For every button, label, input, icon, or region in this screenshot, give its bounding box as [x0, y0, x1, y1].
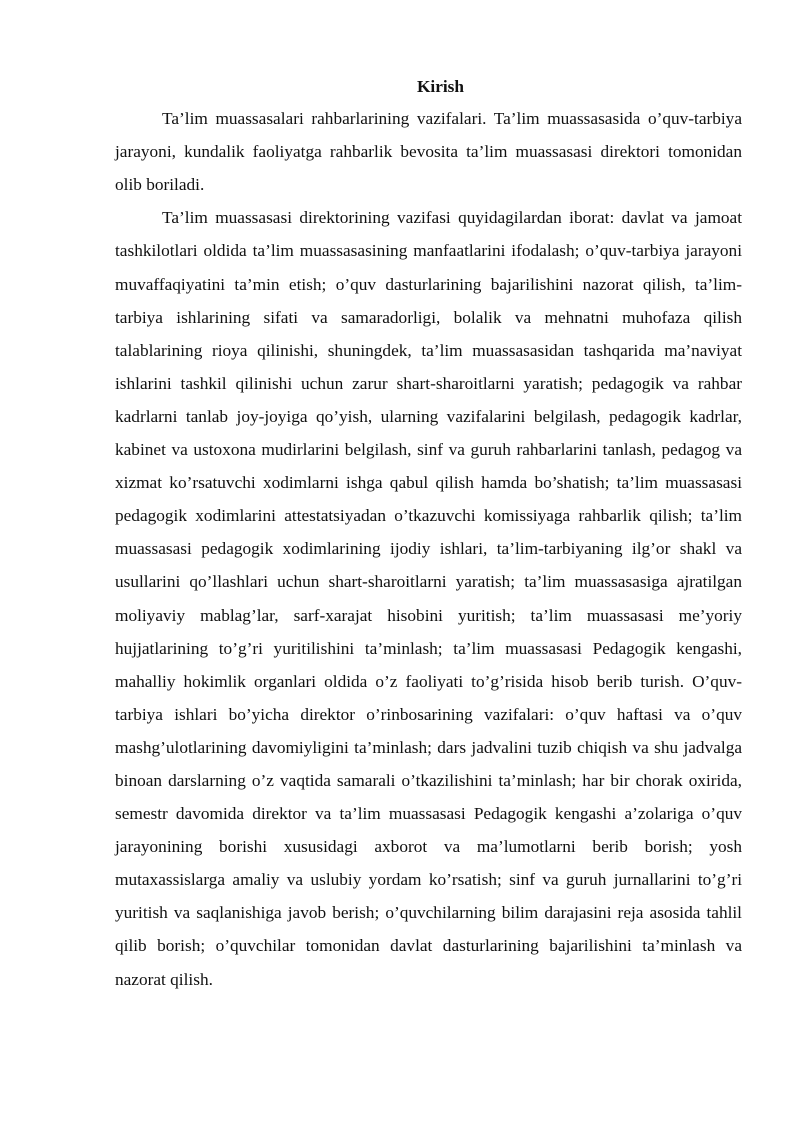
paragraph-director-duties: Ta’lim muassasasi direktorining vazifasi quyidagilardan iborat: davlat va jamoat tashkilotlari oldida ta’lim muassasasining manfaatlarini ifodalash; o’quv-tarbiya jarayoni muvaffaqiyatini ta’min etish; o’quv dasturlarining bajarilishini nazorat qilish, ta’lim-tarbiya ishlarining sifati va samaradorligi, bolalik va mehnatni muhofaza qilish talablarining rioya qilinishi, shuningdek, ta’lim muassasasidan tashqarida ma’naviyat ishlarini tashkil qilinishi uchun zarur shart-sharoitlarni yaratish; pedagogik va rahbar kadrlarni tanlab joy-joyiga qo’yish, ularning vazifalarini belgilash, pedagogik kadrlar, kabinet va ustoxona mudirlarini belgilash, sinf va guruh rahbarlarini tanlash, pedagog va xizmat ko’rsatuvchi xodimlarni ishga qabul qilish hamda bo’shatish; ta’lim muassasasi pedagogik xodimlarini attestatsiyadan o’tkazuvchi komissiyaga rahbarlik qilish; ta’lim muassasasi pedagogik xodimlarining ijodiy ishlari, ta’lim-tarbiyaning ilg’or shakl va usullarini qo’llashlari uchun shart-sharoitlarni yaratish; ta’lim muassasasiga ajratilgan moliyaviy mablag’lar, sarf-xarajat hisobini yuritish; ta’lim muassasasi me’yoriy hujjatlarining to’g’ri yuritilishini ta’minlash; ta’lim muassasasi Pedagogik kengashi, mahalliy hokimlik organlari oldida o’z faoliyati to’g’risida hisob berib turish. O’quv-tarbiya ishlari bo’yicha direktor o’rinbosarining vazifalari: o’quv haftasi va o’quv mashg’ulotlarining davomiyligini ta’minlash; dars jadvalini tuzib chiqish va shu jadvalga binoan darslarning o’z vaqtida samarali o’tkazilishini ta’minlash; har bir chorak oxirida, semestr davomida direktor va ta’lim muassasasi Pedagogik kengashi a’zolariga o’quv jarayonining borishi xususidagi axborot va ma’lumotlarni berib borish; yosh mutaxassislarga amaliy va uslubiy yordam ko’rsatish; sinf va guruh jurnallarini to’g’ri yuritish va saqlanishiga javob berish; o’quvchilarning bilim darajasini reja asosida tahlil qilib borish; o’quvchilar tomonidan davlat dasturlarining bajarilishini ta’minlash va nazorat qilish. — [115, 208, 742, 989]
section-title: Kirish — [416, 77, 465, 96]
paragraph-intro: Ta’lim muassasalari rahbarlarining vazifalari. Ta’lim muassasasida o’quv-tarbiya jarayoni, kundalik faoliyatga rahbarlik bevosita ta’lim muassasasi direktori tomonidan olib boriladi. — [115, 109, 742, 195]
document-page — [115, 70, 742, 996]
